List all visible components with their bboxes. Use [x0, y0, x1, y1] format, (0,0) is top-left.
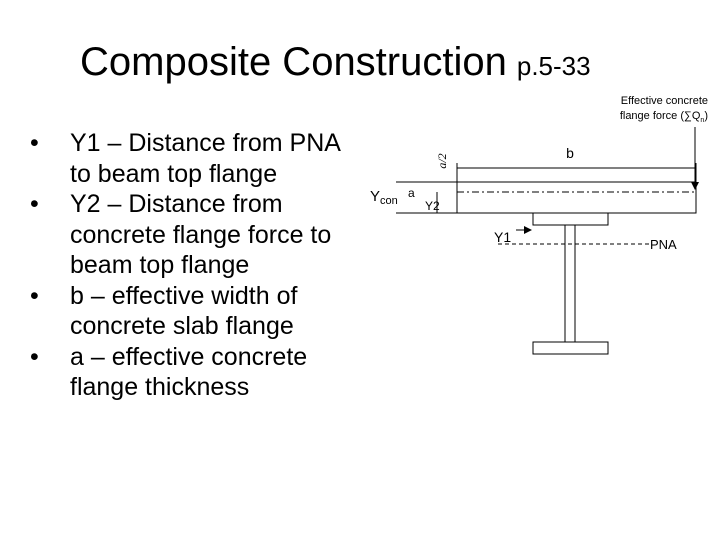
beam-bottom-flange: [533, 342, 608, 354]
force-label-line2: [620, 110, 708, 124]
ycon-main: Y: [370, 188, 381, 205]
title-text: Composite Construction: [80, 40, 507, 84]
y2-label: Y2: [425, 199, 440, 213]
force-label-close: ): [704, 110, 708, 122]
ycon-label: [370, 188, 398, 207]
pna-label: PNA: [650, 237, 677, 252]
a-over-2-label: a/2: [435, 153, 449, 169]
y1-label: Y1: [494, 229, 512, 245]
ycon-subscript: con: [380, 195, 398, 207]
bullet-y1: • Y1 – Distance from PNA to beam top flange: [25, 128, 355, 189]
a-label: a: [408, 186, 415, 200]
force-label-main: flange force (∑Q: [619, 110, 701, 122]
bullet-y2: • Y2 – Distance from concrete flange force to beam top flange: [25, 189, 355, 281]
force-label-subscript: n: [700, 117, 705, 124]
concrete-slab: [457, 182, 696, 213]
beam-web: [565, 225, 575, 342]
beam-top-flange: [533, 213, 608, 225]
page-reference: p.5-33: [516, 51, 591, 81]
bullet-b: • b – effective width of concrete slab flange: [25, 281, 355, 342]
b-label: b: [566, 145, 574, 161]
bullet-a: • a – effective concrete flange thickness: [25, 342, 355, 403]
force-label-line1: Effective concrete: [620, 95, 708, 107]
